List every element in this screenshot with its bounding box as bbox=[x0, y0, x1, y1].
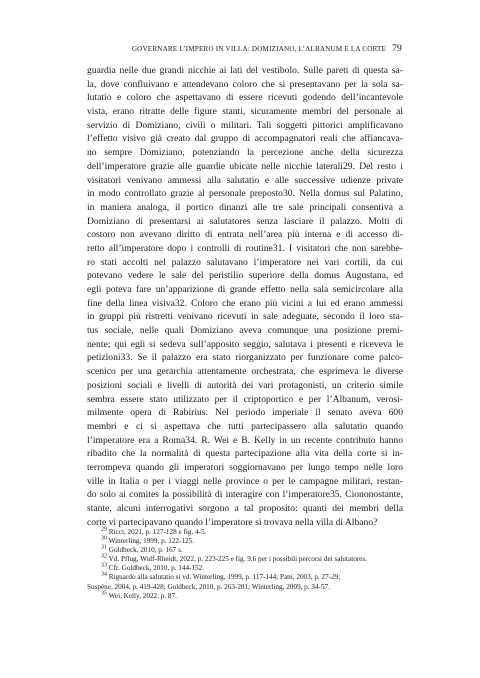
body-line: l’effetto visivo già creato dal gruppo di accompagnatori reali che affiancava- bbox=[87, 133, 403, 145]
footnote bbox=[87, 537, 403, 546]
page-number: 79 bbox=[392, 44, 402, 54]
footnote-text: Goldbeck, 2010, p. 167 s. bbox=[108, 546, 183, 555]
body-text bbox=[87, 64, 403, 529]
body-line: potevano vedere le sale del peristilio superiore della domus Augustana, ed bbox=[87, 270, 403, 282]
footnotes bbox=[87, 528, 403, 601]
body-line: Domiziano di presentarsi ai salutatores senza lasciare il palazzo. Molti di bbox=[87, 215, 403, 227]
footnote-number: 34 bbox=[101, 572, 107, 579]
footnote-text: Riguardo alla salutatio si vd. Winterling, 1999, p. 117-144; Pani, 2003, p. 27-29; bbox=[108, 573, 341, 582]
footnote-text: Cfr. Goldbeck, 2010, p. 144-152. bbox=[108, 564, 205, 573]
body-line: sembra essere stato utilizzato per il criptoportico e per l’Albanum, verosi- bbox=[87, 393, 403, 405]
body-line: dell’imperatore grazie alle guardie ubicate nelle nicchie laterali29. Del resto i bbox=[87, 160, 403, 172]
body-line: fine della linea visiva32. Coloro che erano più vicini a lui ed erano ammessi bbox=[87, 297, 403, 309]
body-line: l’imperatore era a Roma34. R. Wei e B. Kelly in un recente contributo hanno bbox=[87, 434, 403, 446]
body-line: corte vi partecipavano quando l’imperatore si trovava nella villa di Albano? bbox=[87, 516, 378, 528]
body-line: milmente opera di Rabirius. Nel periodo imperiale il senato aveva 600 bbox=[87, 407, 403, 419]
body-line: lutatio e coloro che aspettavano di essere ricevuti godendo dell’incantevole bbox=[87, 92, 403, 104]
footnote-number: 31 bbox=[101, 544, 107, 551]
footnote bbox=[87, 573, 403, 582]
footnote-number: 32 bbox=[101, 553, 107, 560]
body-line: visitatori venivano ammessi alla salutatio e alle successive udienze private bbox=[87, 174, 403, 186]
body-line: servizio di Domiziano, civili o militari. Tali soggetti pittorici amplificavano bbox=[87, 119, 403, 131]
body-line: in gruppi più ristretti venivano ricevuti in sale adeguate, secondo il loro sta- bbox=[87, 311, 403, 323]
body-line: petizioni33. Se il palazzo era stato riorganizzato per funzionare come palco- bbox=[87, 352, 403, 364]
body-line: costoro non avevano diritto di entrata nell’area più interna e di accesso di- bbox=[87, 229, 403, 241]
footnote-number: 33 bbox=[101, 562, 107, 569]
body-line: stante, alcuni interrogativi sorgono a tal proposito: quanti dei membri della bbox=[87, 503, 403, 514]
body-line: tus sociale, nelle quali Domiziano aveva comunque una posizione premi- bbox=[87, 325, 403, 337]
body-line: scenico per una gerarchia attentamente orchestrata, che esprimeva le diverse bbox=[87, 366, 403, 378]
body-line: terrompeva quando gli imperatori soggiornavano per lungo tempo nelle loro bbox=[87, 461, 403, 473]
body-line: vista, erano ritratte delle figure stanti, sicuramente membri del personale al bbox=[87, 106, 403, 118]
body-line: posizioni sociali e livelli di autorità dei vari protagonisti, un criterio simile bbox=[87, 379, 403, 391]
footnote bbox=[87, 555, 403, 564]
body-line: egli poteva fare un’apparizione di grande effetto nella sala semicircolare alla bbox=[87, 284, 403, 295]
footnote-text: Vd. Pflug, Wulf-Rheidt, 2022, p. 223-225 e fig. 9.6 per i possibili percorsi dei salutatores. bbox=[108, 555, 367, 564]
body-line: la, dove confluivano e attendevano coloro che si presentavano per la sola sa- bbox=[87, 78, 403, 90]
footnote bbox=[87, 528, 403, 537]
footnote-number: 30 bbox=[101, 535, 107, 542]
footnote-number: 29 bbox=[101, 526, 107, 533]
body-line: retto all’imperatore dopo i controlli di routine31. I visitatori che non sarebbe- bbox=[87, 242, 403, 254]
footnote bbox=[87, 592, 403, 601]
footnote bbox=[87, 583, 403, 592]
running-header bbox=[87, 44, 402, 54]
body-line: ville in Italia o per i viaggi nelle province o per le campagne militari, restan- bbox=[87, 475, 403, 487]
footnote-number: 35 bbox=[101, 590, 107, 597]
running-title: GOVERNARE L’IMPERO IN VILLA: DOMIZIANO, L’ALBANUM E LA CORTE bbox=[131, 45, 387, 53]
footnote-text: Suspène, 2004, p. 419-428; Goldbeck, 2010, p. 263-281; Winterling, 2009, p. 34-57. bbox=[87, 582, 330, 591]
body-line: in modo controllato grazie al personale preposto30. Nella domus sul Palatino, bbox=[87, 188, 403, 200]
footnote bbox=[87, 546, 403, 555]
body-line: membri e ci si aspettava che tutti partecipassero alla salutatio quando bbox=[87, 420, 403, 432]
body-line: ribadito che la normalità di questa partecipazione alla vita della corte si in- bbox=[87, 448, 403, 460]
body-line: do solo ai comites la possibilità di interagire con l’imperatore35. Ciononostante, bbox=[87, 489, 403, 501]
body-line: in maniera analoga, il portico dinanzi alle tre sale principali consentiva a bbox=[87, 201, 403, 213]
footnote-text: Wei, Kelly, 2022, p. 87. bbox=[108, 591, 177, 600]
body-line: no sempre Domiziano, potenziando la percezione anche della sicurezza bbox=[87, 147, 403, 159]
footnote-text: Ricci, 2021, p. 127-128 e fig. 4-5. bbox=[108, 528, 207, 536]
body-line: nente; qui egli si sedeva sull’apposito seggio, salutava i presenti e riceveva le bbox=[87, 338, 403, 350]
body-line: guardia nelle due grandi nicchie ai lati del vestibolo. Sulle pareti di questa sa- bbox=[87, 65, 403, 76]
footnote-text: Winterling, 1999, p. 122-125. bbox=[108, 537, 195, 546]
body-line: ro stati accolti nel palazzo salutavano l’imperatore nei vari cortili, da cui bbox=[87, 256, 403, 268]
